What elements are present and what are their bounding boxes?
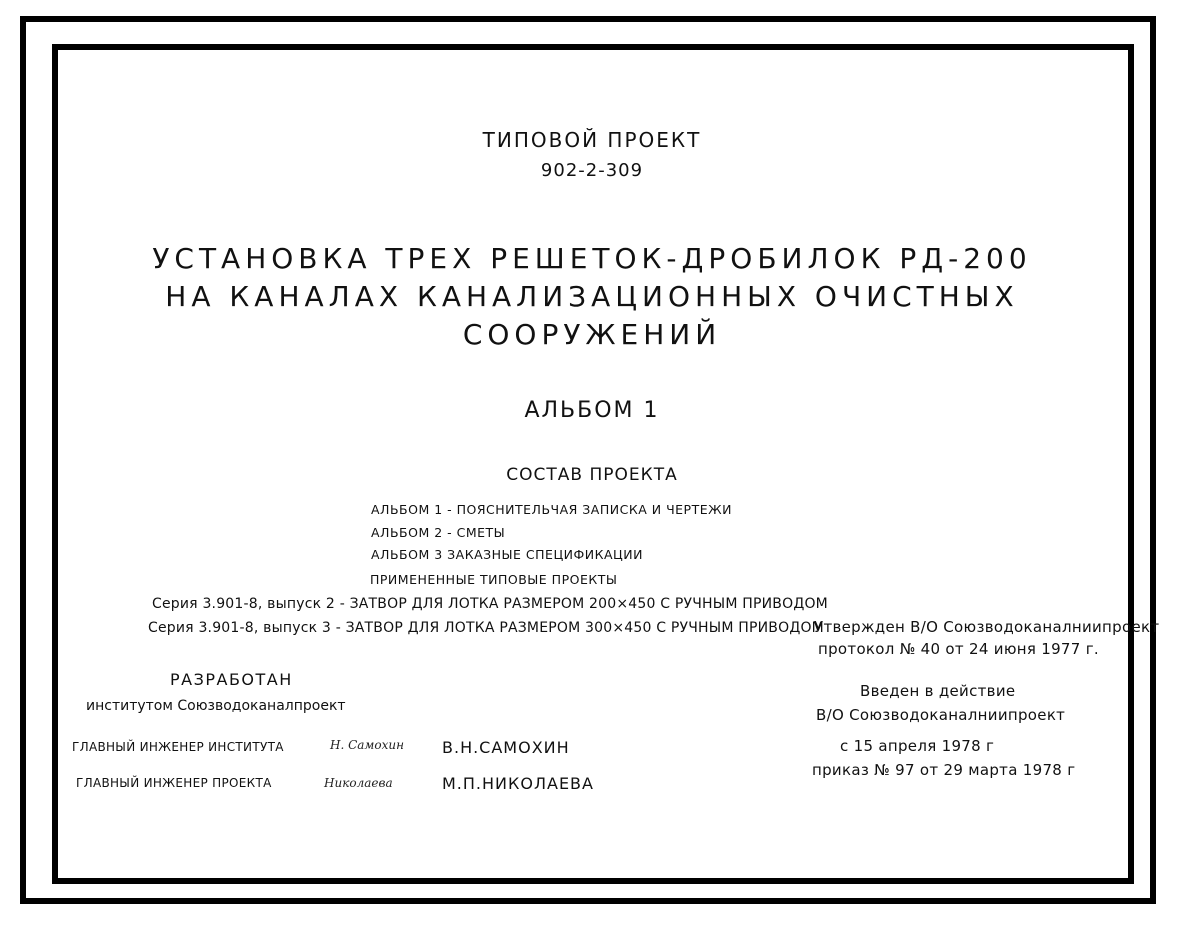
applied-projects-title: ПРИМЕНЕННЫЕ ТИПОВЫЕ ПРОЕКТЫ	[370, 572, 618, 587]
approval-line-2: протокол № 40 от 24 июня 1977 г.	[818, 640, 1099, 658]
signatory-name: М.П.НИКОЛАЕВА	[442, 774, 594, 793]
typical-project-label: ТИПОВОЙ ПРОЕКТ	[482, 128, 702, 152]
introduced-line-3: с 15 апреля 1978 г	[840, 737, 995, 755]
handwritten-signature: Николаева	[324, 776, 393, 790]
main-title-line-1: УСТАНОВКА ТРЕХ РЕШЕТОК-ДРОБИЛОК РД-200	[152, 242, 1032, 275]
main-title-line-2: НА КАНАЛАХ КАНАЛИЗАЦИОННЫХ ОЧИСТНЫХ	[165, 280, 1019, 313]
main-title	[0, 240, 1184, 354]
signature-role: ГЛАВНЫЙ ИНЖЕНЕР ПРОЕКТА	[76, 776, 272, 790]
album-title: АЛЬБОМ 1	[524, 398, 660, 423]
composition-item: АЛЬБОМ 3 ЗАКАЗНЫЕ СПЕЦИФИКАЦИИ	[371, 547, 643, 562]
introduced-line-2: В/О Союзводоканалниипроект	[816, 706, 1066, 724]
handwritten-signature: Н. Самохин	[330, 738, 405, 752]
signature-role: ГЛАВНЫЙ ИНЖЕНЕР ИНСТИТУТА	[72, 740, 284, 754]
developer-title: РАЗРАБОТАН	[170, 670, 293, 689]
composition-item: АЛЬБОМ 1 - ПОЯСНИТЕЛЬЧАЯ ЗАПИСКА И ЧЕРТЕЖИ	[371, 502, 732, 517]
project-number: 902-2-309	[540, 160, 644, 181]
composition-item: АЛЬБОМ 2 - СМЕТЫ	[371, 525, 506, 540]
approval-line-1: Утвержден В/О Союзводоканалниипроект	[814, 618, 1160, 636]
series-line: Серия 3.901-8, выпуск 3 - ЗАТВОР ДЛЯ ЛОТКА РАЗМЕРОМ 300×450 С РУЧНЫМ ПРИВОДОМ	[148, 620, 824, 636]
introduced-line-1: Введен в действие	[860, 682, 1016, 700]
signatory-name: В.Н.САМОХИН	[442, 738, 570, 757]
developer-org: институтом Союзводоканалпроект	[86, 698, 346, 714]
introduced-line-4: приказ № 97 от 29 марта 1978 г	[812, 761, 1076, 779]
main-title-line-3: СООРУЖЕНИЙ	[462, 318, 722, 351]
series-line: Серия 3.901-8, выпуск 2 - ЗАТВОР ДЛЯ ЛОТКА РАЗМЕРОМ 200×450 С РУЧНЫМ ПРИВОДОМ	[152, 596, 828, 612]
composition-title: СОСТАВ ПРОЕКТА	[506, 465, 678, 485]
